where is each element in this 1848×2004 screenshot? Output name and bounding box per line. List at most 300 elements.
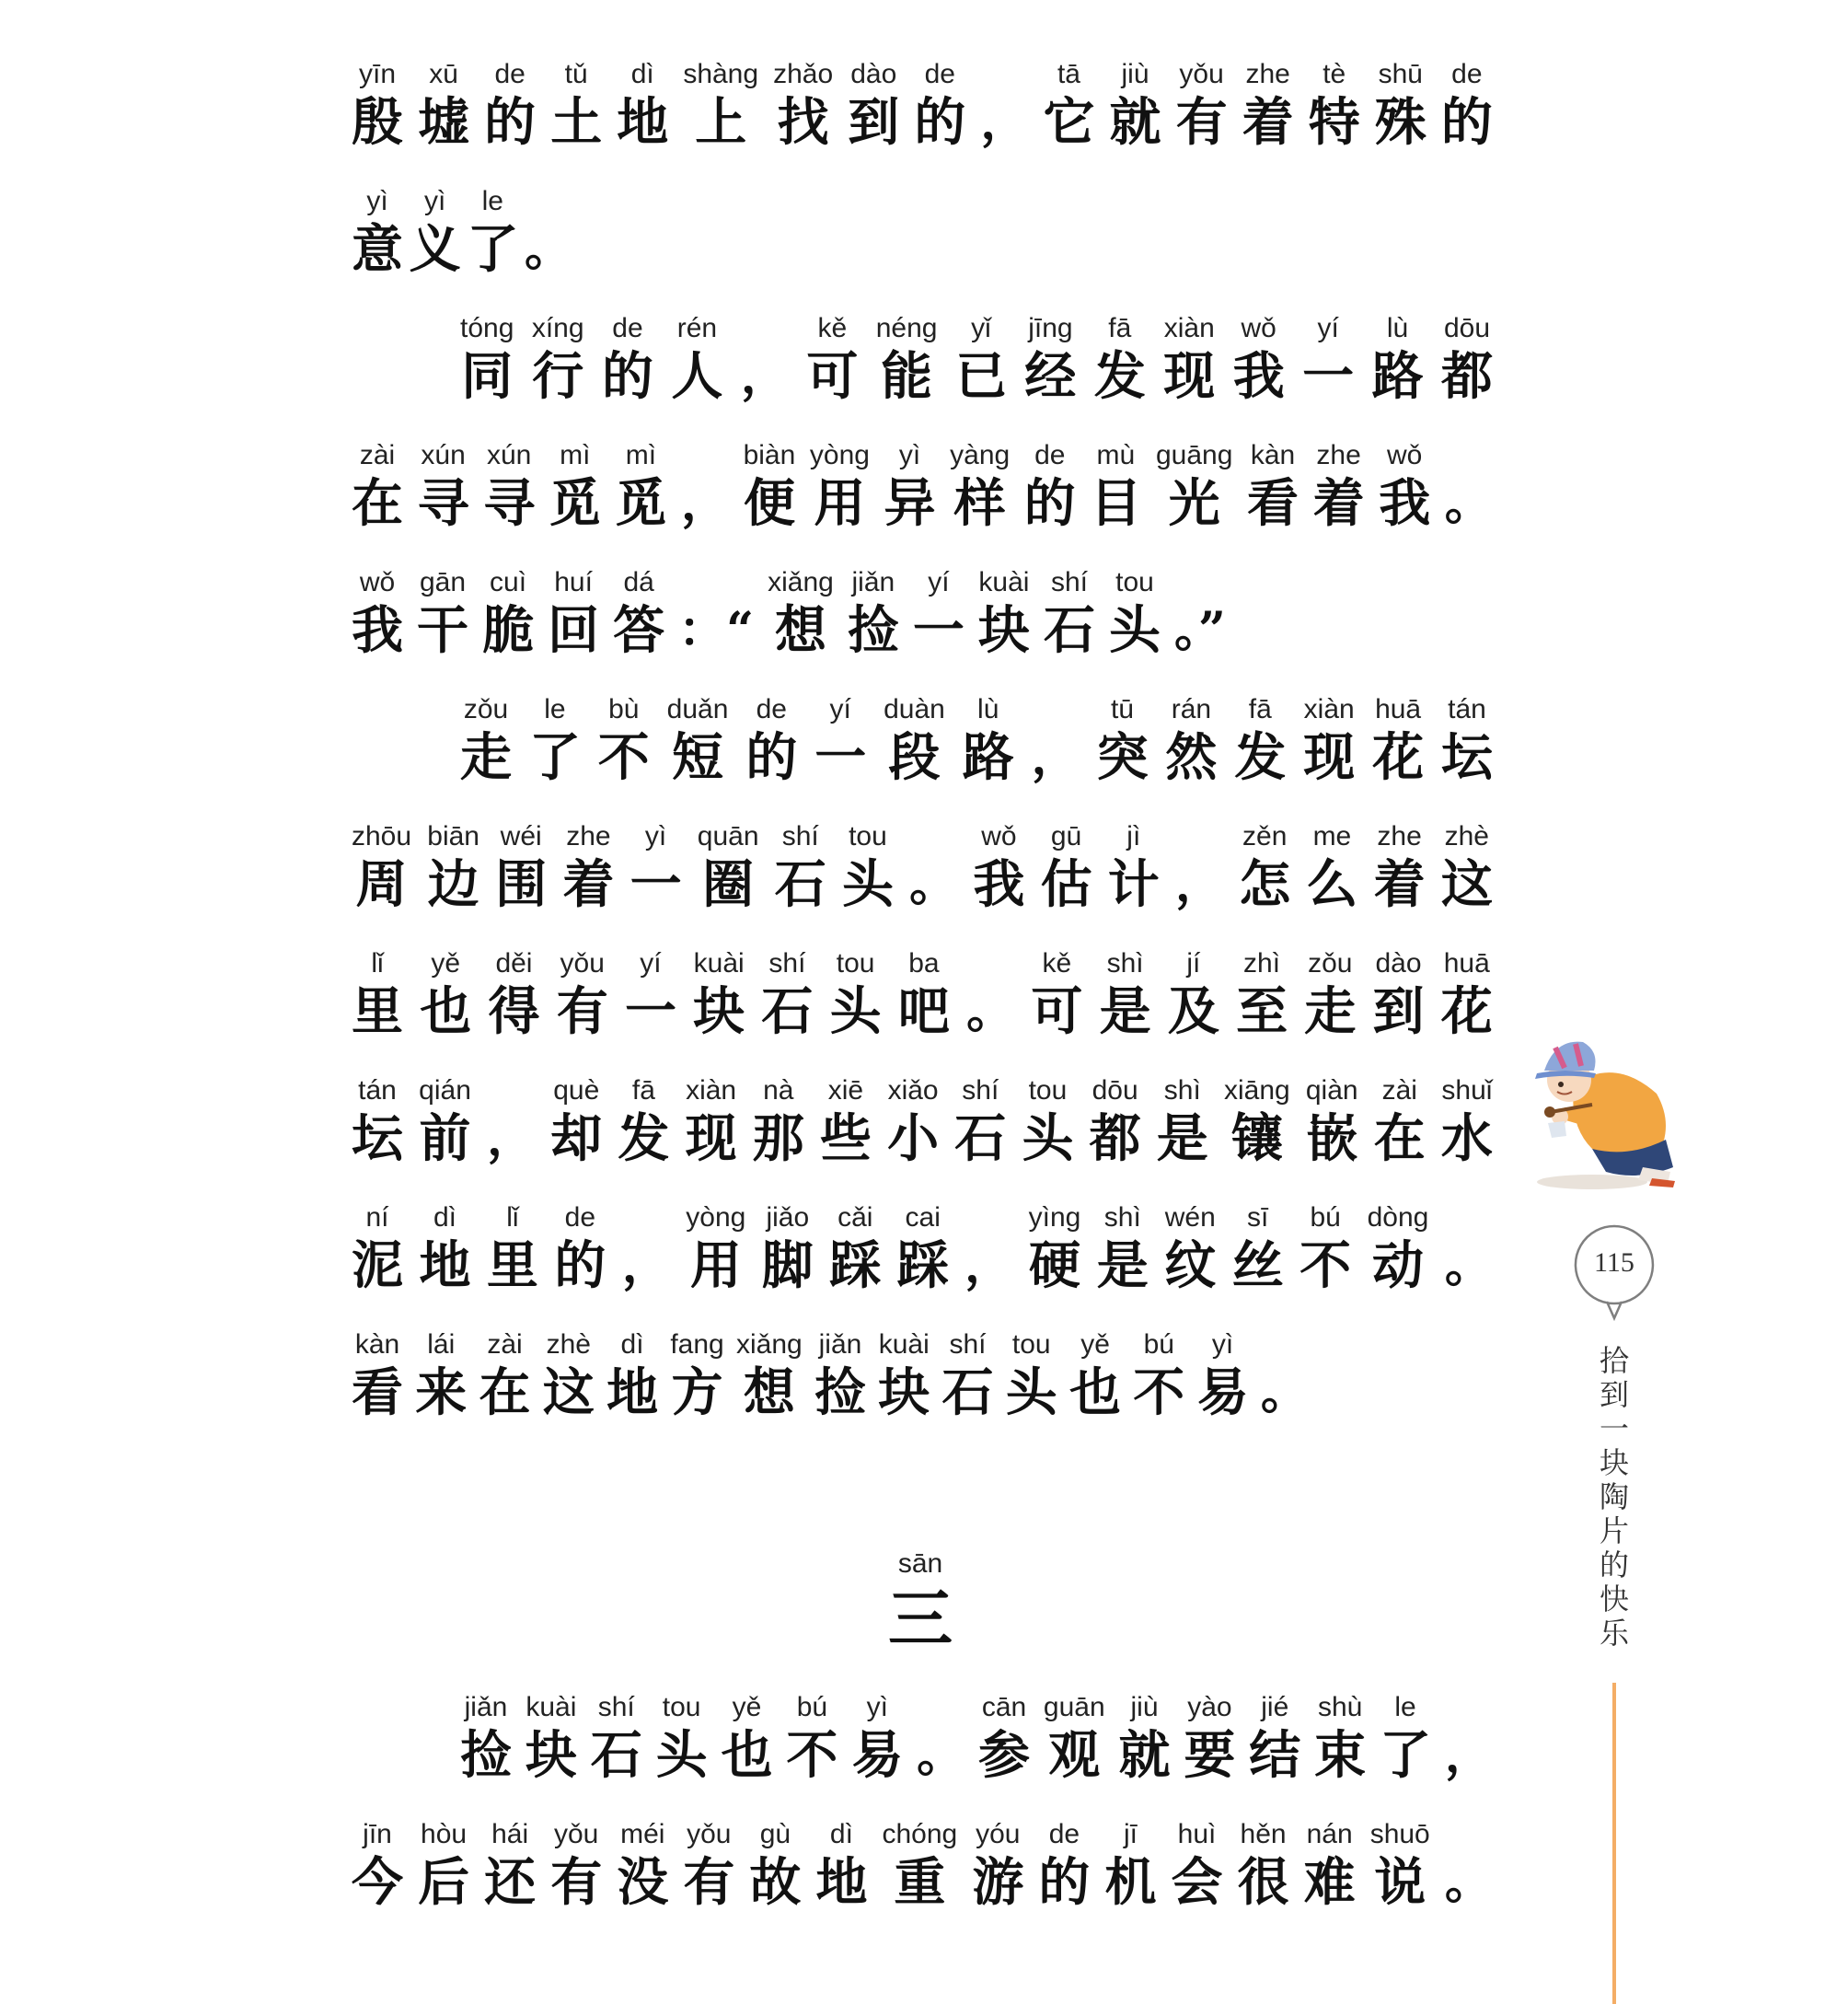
- pinyin: hái: [491, 1819, 529, 1849]
- hanzi: 会: [1171, 1852, 1223, 1913]
- hanzi: 里: [352, 981, 403, 1042]
- hanzi: 光: [1168, 473, 1220, 534]
- punctuation: [980, 57, 1028, 153]
- character-with-pinyin: [1165, 692, 1217, 788]
- hanzi: 找: [777, 92, 829, 153]
- hanzi: 发: [1093, 346, 1146, 407]
- character-with-pinyin: [761, 946, 813, 1042]
- character-with-pinyin: [529, 692, 581, 788]
- pinyin: yí: [928, 567, 950, 597]
- character-with-pinyin: [1441, 692, 1493, 788]
- character-with-pinyin: [848, 57, 899, 153]
- hanzi: 想: [743, 1362, 795, 1423]
- character-with-pinyin: [898, 946, 950, 1042]
- pinyin: jiǎo: [766, 1202, 810, 1233]
- pinyin: lǐ: [506, 1202, 519, 1233]
- character-with-pinyin: [1044, 1690, 1105, 1786]
- pinyin: xū: [429, 59, 458, 89]
- pinyin: shí: [962, 1075, 999, 1106]
- pinyin: huā: [1443, 948, 1490, 979]
- pinyin: jí: [1186, 948, 1201, 979]
- punctuation-mark: ，: [980, 94, 1029, 150]
- pinyin: dào: [1375, 948, 1422, 979]
- hanzi: 游: [972, 1852, 1024, 1913]
- pinyin: dì: [630, 59, 654, 89]
- pinyin: zhǎo: [773, 59, 834, 89]
- character-with-pinyin: [887, 1073, 939, 1169]
- pinyin: yì: [366, 186, 388, 216]
- pinyin: shū: [1378, 59, 1423, 89]
- hanzi: 硬: [1028, 1235, 1080, 1296]
- hanzi: 我: [1379, 473, 1431, 534]
- hanzi: 块: [525, 1725, 577, 1786]
- character-with-pinyin: [591, 1690, 642, 1786]
- hanzi: 地: [815, 1852, 868, 1913]
- pinyin: tā: [1057, 59, 1080, 89]
- character-with-pinyin: [484, 1817, 536, 1913]
- hanzi: 也: [1069, 1362, 1122, 1423]
- hanzi: 头: [829, 981, 882, 1042]
- character-with-pinyin: [878, 1327, 930, 1423]
- pinyin: zhe: [1377, 821, 1422, 851]
- pinyin: jiǎn: [464, 1692, 508, 1722]
- pinyin: guān: [1043, 1692, 1105, 1722]
- pinyin: zhe: [566, 821, 611, 851]
- pinyin: dōu: [1443, 313, 1491, 343]
- chapter-title-char: 乐: [1599, 1616, 1629, 1651]
- pinyin: wǒ: [1241, 313, 1276, 343]
- character-with-pinyin: [479, 1327, 531, 1423]
- pinyin: yě: [431, 948, 461, 979]
- hanzi: 就: [1109, 92, 1161, 153]
- character-with-pinyin: [419, 1073, 471, 1169]
- character-with-pinyin: [1249, 1690, 1300, 1786]
- character-with-pinyin: [848, 565, 899, 661]
- pinyin: méi: [620, 1819, 665, 1849]
- character-with-pinyin: [1380, 1690, 1431, 1786]
- hanzi: 不: [1133, 1362, 1185, 1423]
- pinyin: dá: [623, 567, 654, 597]
- pinyin: qián: [419, 1075, 471, 1106]
- chapter-title-char: 的: [1599, 1547, 1629, 1582]
- hanzi: 一: [912, 600, 964, 661]
- pinyin: qiàn: [1305, 1075, 1358, 1106]
- hanzi: 石: [761, 981, 814, 1042]
- pinyin: lái: [427, 1329, 456, 1360]
- pinyin: zhè: [1444, 821, 1489, 851]
- hanzi: 觅: [615, 473, 667, 534]
- chapter-title-char: 陶: [1599, 1479, 1629, 1514]
- pinyin: tou: [1115, 567, 1154, 597]
- pinyin: zhe: [1316, 440, 1361, 470]
- pinyin: dòng: [1367, 1202, 1429, 1233]
- hanzi: 短: [672, 727, 724, 788]
- hanzi: 丝: [1231, 1235, 1284, 1296]
- hanzi: 石: [1043, 600, 1095, 661]
- hanzi: 是: [1156, 1108, 1208, 1169]
- pinyin: nán: [1306, 1819, 1353, 1849]
- pinyin: jī: [1123, 1819, 1138, 1849]
- hanzi: 地: [617, 92, 669, 153]
- character-with-pinyin: [768, 565, 834, 661]
- chapter-title-char: 到: [1599, 1377, 1629, 1412]
- hanzi: 到: [848, 92, 900, 153]
- hanzi: 一: [624, 981, 676, 1042]
- hanzi: 都: [1089, 1108, 1141, 1169]
- character-with-pinyin: [352, 1327, 403, 1423]
- hanzi: 可: [806, 346, 859, 407]
- punctuation: [681, 438, 729, 534]
- hanzi: 头: [1022, 1108, 1074, 1169]
- character-with-pinyin: [554, 1200, 606, 1296]
- pinyin: kuài: [878, 1329, 930, 1360]
- pinyin: lǐ: [371, 948, 384, 979]
- hanzi: 是: [1096, 1235, 1149, 1296]
- hanzi: 头: [841, 854, 894, 915]
- pinyin: děi: [495, 948, 533, 979]
- hanzi: 觅: [549, 473, 601, 534]
- punctuation-mark: 。: [917, 1727, 965, 1783]
- pinyin: zài: [1381, 1075, 1417, 1106]
- pinyin: yì: [1211, 1329, 1234, 1360]
- pinyin: mì: [625, 440, 657, 470]
- character-with-pinyin: [1306, 1073, 1358, 1169]
- text-line-12: [460, 1690, 1493, 1786]
- hanzi: 嵌: [1306, 1108, 1358, 1169]
- character-with-pinyin: [745, 692, 797, 788]
- hanzi: 想: [774, 600, 826, 661]
- character-with-pinyin: [1314, 1690, 1366, 1786]
- pinyin: fā: [631, 1075, 655, 1106]
- character-with-pinyin: [667, 692, 729, 788]
- hanzi: 在: [352, 473, 403, 534]
- character-with-pinyin: [410, 184, 461, 280]
- character-with-pinyin: [972, 1817, 1023, 1913]
- pinyin: tou: [836, 948, 875, 979]
- hanzi: 这: [542, 1362, 595, 1423]
- character-with-pinyin: [460, 692, 512, 788]
- hanzi: 这: [1440, 854, 1493, 915]
- punctuation-mark: ，: [621, 1237, 670, 1293]
- character-with-pinyin: [1156, 438, 1232, 534]
- hanzi: 前: [419, 1108, 471, 1169]
- pinyin: huí: [554, 567, 593, 597]
- punctuation: [1174, 565, 1226, 661]
- pinyin: de: [494, 59, 526, 89]
- hanzi: 脆: [482, 600, 535, 661]
- pinyin: bú: [796, 1692, 828, 1722]
- hanzi: 寻: [417, 473, 469, 534]
- character-with-pinyin: [1374, 819, 1426, 915]
- hanzi: 我: [352, 600, 403, 661]
- character-with-pinyin: [1299, 1200, 1351, 1296]
- character-with-pinyin: [1043, 57, 1094, 153]
- pinyin: xiǎng: [735, 1329, 803, 1360]
- character-with-pinyin: [548, 565, 599, 661]
- hanzi: 着: [562, 854, 615, 915]
- character-with-pinyin: [352, 946, 403, 1042]
- pinyin: zǒu: [1308, 948, 1353, 979]
- character-with-pinyin: [656, 1690, 708, 1786]
- hanzi: 捡: [814, 1362, 866, 1423]
- chapter-title-vertical: [1594, 1344, 1634, 1651]
- character-with-pinyin: [562, 819, 614, 915]
- character-with-pinyin: [1247, 438, 1299, 534]
- punctuation: [917, 1690, 964, 1786]
- character-with-pinyin: [602, 311, 653, 407]
- character-with-pinyin: [1234, 692, 1286, 788]
- pinyin: shì: [1106, 948, 1144, 979]
- pinyin: yīn: [358, 59, 397, 89]
- hanzi: 寻: [483, 473, 536, 534]
- character-with-pinyin: [543, 1327, 595, 1423]
- character-with-pinyin: [686, 1073, 737, 1169]
- pinyin: de: [1048, 1819, 1080, 1849]
- character-with-pinyin: [749, 1817, 801, 1913]
- pinyin: de: [564, 1202, 596, 1233]
- character-with-pinyin: [1097, 1200, 1149, 1296]
- character-with-pinyin: [352, 438, 403, 534]
- pinyin: xiǎng: [768, 567, 834, 597]
- character-with-pinyin: [1370, 1817, 1430, 1913]
- pinyin: gū: [1050, 821, 1082, 851]
- punctuation: [678, 565, 754, 661]
- hanzi: 路: [962, 727, 1014, 788]
- hanzi: 不: [1299, 1235, 1352, 1296]
- hanzi: 么: [1306, 854, 1358, 915]
- pinyin: dào: [850, 59, 897, 89]
- pinyin: zhōu: [352, 821, 412, 851]
- punctuation-mark: 。: [966, 983, 1015, 1039]
- character-with-pinyin: [683, 1817, 734, 1913]
- page-number: 115: [1594, 1247, 1634, 1278]
- character-with-pinyin: [1303, 692, 1355, 788]
- character-with-pinyin: [613, 565, 664, 661]
- pinyin: ba: [908, 948, 940, 979]
- hanzi: 现: [1303, 727, 1356, 788]
- character-with-pinyin: [1100, 946, 1151, 1042]
- hanzi: 块: [878, 1362, 930, 1423]
- punctuation-mark: ，: [1174, 856, 1223, 912]
- pinyin: fā: [1108, 313, 1132, 343]
- pinyin: jīn: [363, 1819, 392, 1849]
- character-with-pinyin: [625, 946, 676, 1042]
- pinyin: yí: [640, 948, 662, 979]
- pinyin: nà: [763, 1075, 794, 1106]
- hanzi: 走: [460, 727, 512, 788]
- character-with-pinyin: [897, 1200, 949, 1296]
- text-line-3: [460, 311, 1493, 407]
- hanzi: 计: [1107, 854, 1160, 915]
- hanzi: 现: [1163, 346, 1216, 407]
- character-with-pinyin: [955, 311, 1007, 407]
- hanzi: 着: [1312, 473, 1365, 534]
- pinyin: yǒu: [554, 1819, 599, 1849]
- character-with-pinyin: [954, 1073, 1006, 1169]
- pinyin: dōu: [1091, 1075, 1138, 1106]
- hanzi: 易: [1196, 1362, 1249, 1423]
- text-line-8: [352, 946, 1493, 1042]
- punctuation: [1445, 1200, 1493, 1296]
- pinyin: kàn: [354, 1329, 400, 1360]
- pinyin: me: [1312, 821, 1352, 851]
- hanzi: 在: [479, 1362, 531, 1423]
- hanzi: 的: [1023, 473, 1076, 534]
- character-with-pinyin: [1372, 311, 1424, 407]
- punctuation-mark: 。: [524, 221, 572, 277]
- pinyin: yě: [1080, 1329, 1110, 1360]
- pinyin: jiù: [1121, 59, 1149, 89]
- character-with-pinyin: [1313, 438, 1365, 534]
- hanzi: 参: [978, 1725, 1031, 1786]
- pinyin: tǔ: [564, 59, 588, 89]
- character-with-pinyin: [460, 311, 514, 407]
- pinyin: dì: [433, 1202, 456, 1233]
- pinyin: duàn: [884, 694, 945, 724]
- character-with-pinyin: [884, 692, 945, 788]
- hanzi: 观: [1048, 1725, 1101, 1786]
- pinyin: xiāng: [1223, 1075, 1290, 1106]
- punctuation: [525, 184, 572, 280]
- text-line-13: [352, 1817, 1493, 1913]
- character-with-pinyin: [352, 184, 403, 280]
- hanzi: 后: [418, 1852, 470, 1913]
- hanzi: 块: [693, 981, 745, 1042]
- character-with-pinyin: [1094, 311, 1146, 407]
- character-with-pinyin: [1375, 57, 1426, 153]
- character-with-pinyin: [1168, 946, 1219, 1042]
- hanzi: 都: [1441, 346, 1493, 407]
- punctuation: [1261, 1327, 1309, 1423]
- punctuation: [964, 1200, 1012, 1296]
- character-with-pinyin: [786, 1690, 837, 1786]
- hanzi: 是: [1099, 981, 1151, 1042]
- character-with-pinyin: [1108, 819, 1160, 915]
- character-with-pinyin: [550, 1817, 602, 1913]
- pinyin: zài: [487, 1329, 523, 1360]
- pinyin: zhì: [1243, 948, 1281, 979]
- hanzi: 来: [415, 1362, 468, 1423]
- hanzi: 样: [953, 473, 1006, 534]
- character-with-pinyin: [352, 57, 403, 153]
- hanzi: 石: [774, 854, 826, 915]
- pinyin: mù: [1096, 440, 1136, 470]
- character-with-pinyin: [1164, 1200, 1216, 1296]
- hanzi: 的: [745, 727, 798, 788]
- text-line-10: [352, 1200, 1493, 1296]
- character-with-pinyin: [1306, 819, 1357, 915]
- hanzi: 已: [954, 346, 1007, 407]
- pinyin: tū: [1111, 694, 1135, 724]
- pinyin: shí: [768, 948, 806, 979]
- pinyin: shàng: [683, 59, 759, 89]
- pinyin: de: [1034, 440, 1066, 470]
- punctuation: [741, 311, 789, 407]
- pinyin: zhe: [1245, 59, 1290, 89]
- hanzi: 故: [749, 1852, 802, 1913]
- hanzi: 结: [1249, 1725, 1301, 1786]
- pinyin: xiē: [827, 1075, 864, 1106]
- punctuation-mark: 。: [1444, 475, 1493, 531]
- pinyin: wǒ: [981, 821, 1017, 851]
- character-with-pinyin: [1172, 1817, 1223, 1913]
- character-with-pinyin: [829, 1200, 881, 1296]
- character-with-pinyin: [1441, 1073, 1493, 1169]
- character-with-pinyin: [1379, 438, 1430, 534]
- chapter-title-char: 片: [1599, 1513, 1629, 1548]
- hanzi: 的: [914, 92, 966, 153]
- pinyin: biān: [427, 821, 479, 851]
- character-with-pinyin: [1090, 438, 1141, 534]
- hanzi: 上: [695, 92, 747, 153]
- pinyin: shuǐ: [1441, 1075, 1493, 1106]
- character-with-pinyin: [806, 311, 858, 407]
- pinyin: tou: [1011, 1329, 1051, 1360]
- character-with-pinyin: [352, 1200, 403, 1296]
- character-with-pinyin: [978, 1690, 1030, 1786]
- pinyin: jiǎn: [851, 567, 895, 597]
- punctuation: [1445, 438, 1493, 534]
- character-with-pinyin: [487, 1200, 538, 1296]
- hanzi: 及: [1167, 981, 1219, 1042]
- hanzi: 易: [851, 1725, 904, 1786]
- hanzi: 石: [954, 1108, 1007, 1169]
- hanzi: 动: [1371, 1235, 1424, 1296]
- text-line-11: [352, 1327, 1309, 1423]
- character-with-pinyin: [1233, 311, 1285, 407]
- pinyin: jiù: [1130, 1692, 1159, 1722]
- pinyin: xún: [487, 440, 532, 470]
- pinyin: jiǎn: [818, 1329, 862, 1360]
- character-with-pinyin: [973, 819, 1024, 915]
- character-with-pinyin: [1104, 1817, 1156, 1913]
- character-with-pinyin: [418, 57, 469, 153]
- punctuation: [1032, 692, 1080, 788]
- hanzi: 泥: [352, 1235, 403, 1296]
- pinyin: gù: [759, 1819, 791, 1849]
- character-with-pinyin: [419, 1200, 470, 1296]
- pinyin: hòu: [421, 1819, 468, 1849]
- pinyin: shí: [1050, 567, 1088, 597]
- hanzi: 坛: [352, 1108, 403, 1169]
- hanzi: 里: [486, 1235, 538, 1296]
- character-with-pinyin: [550, 57, 602, 153]
- hanzi: 很: [1237, 1852, 1289, 1913]
- pinyin: shí: [781, 821, 819, 851]
- pinyin: xiàn: [686, 1075, 737, 1106]
- side-accent-line: [1612, 1683, 1616, 2004]
- pinyin: yóu: [976, 1819, 1021, 1849]
- pinyin: sī: [1247, 1202, 1269, 1233]
- character-with-pinyin: [736, 1327, 803, 1423]
- character-with-pinyin: [942, 1327, 994, 1423]
- hanzi: 便: [743, 473, 795, 534]
- pinyin: fā: [1248, 694, 1272, 724]
- character-with-pinyin: [526, 1690, 577, 1786]
- pinyin: kě: [817, 313, 848, 343]
- character-with-pinyin: [1024, 438, 1076, 534]
- hanzi: 束: [1314, 1725, 1367, 1786]
- pinyin: de: [756, 694, 787, 724]
- pinyin: shì: [1163, 1075, 1201, 1106]
- hanzi: 头: [1005, 1362, 1057, 1423]
- hanzi: 的: [1038, 1852, 1091, 1913]
- character-with-pinyin: [415, 1327, 467, 1423]
- pinyin: yì: [898, 440, 921, 470]
- character-with-pinyin: [775, 819, 826, 915]
- character-with-pinyin: [1304, 1817, 1356, 1913]
- character-with-pinyin: [913, 565, 964, 661]
